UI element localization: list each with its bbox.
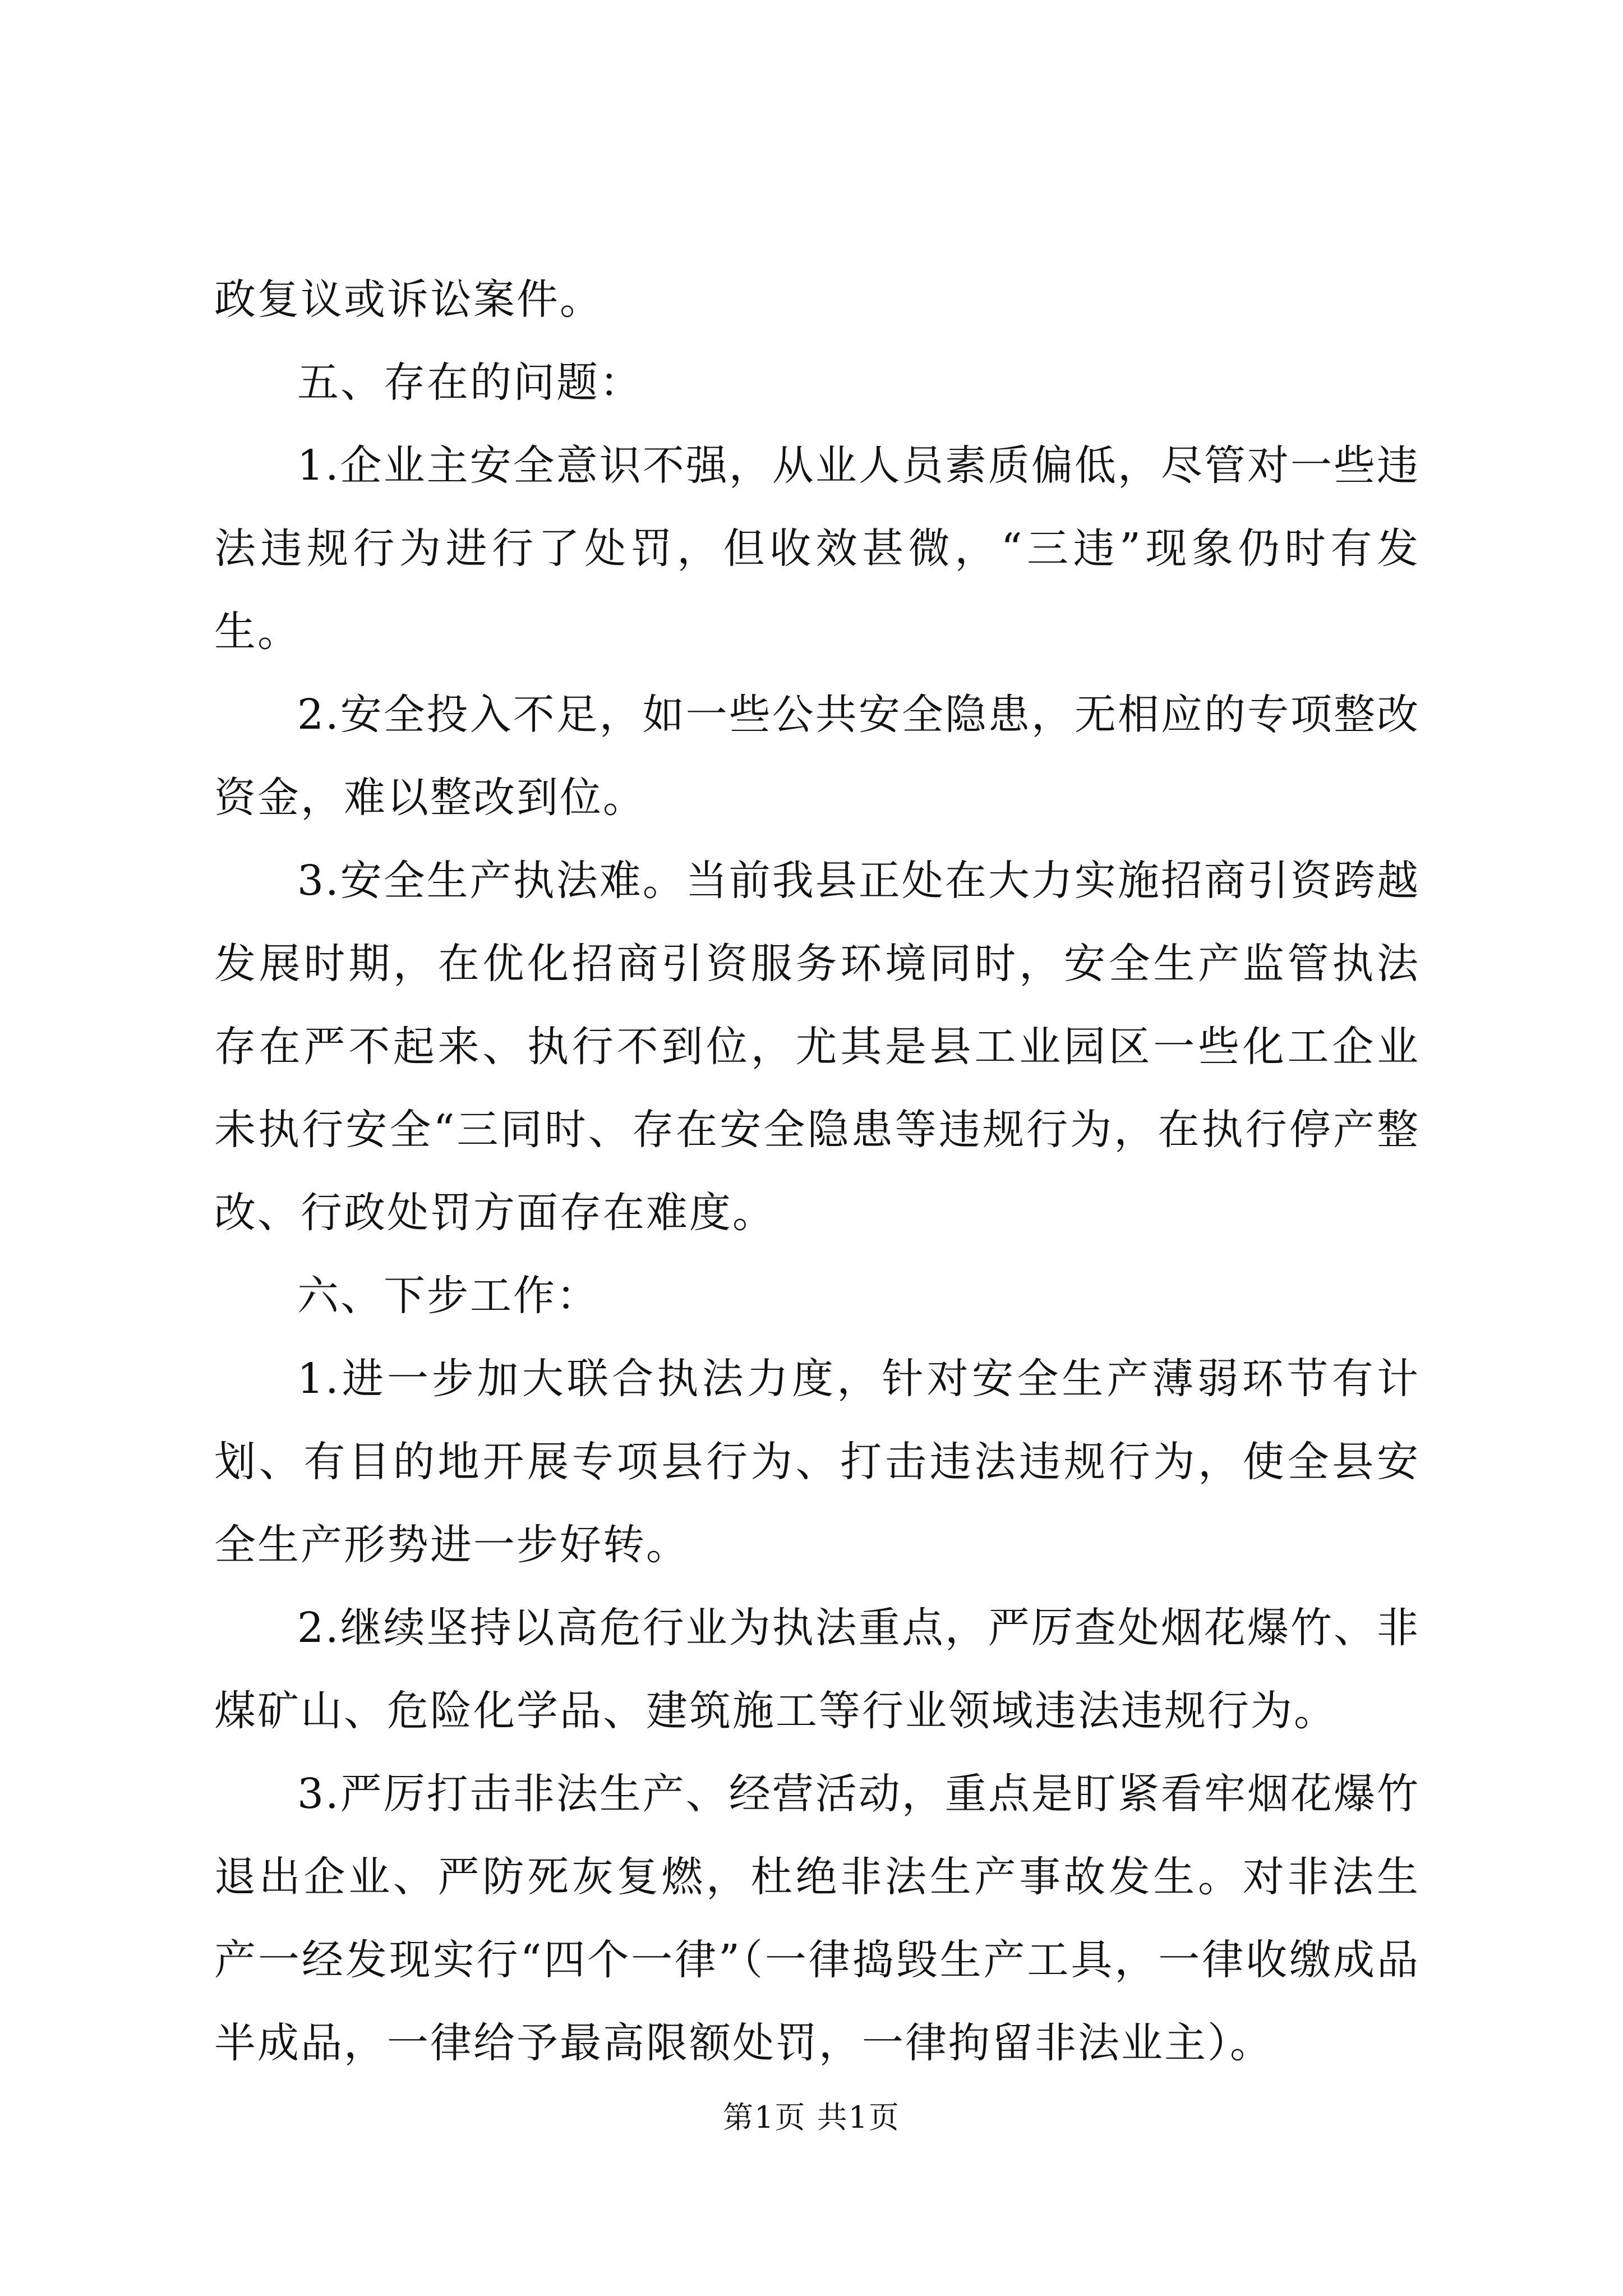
section-heading-next-steps: 六、下步工作： xyxy=(297,1272,600,1320)
next-step-item-3: 3.严厉打击非法生产、经营活动，重点是盯紧看牢烟花爆竹退出企业、严防死灰复燃，杜绝非法生产事故发生。对非法生产一经发现实行“四个一律”（一律捣毁生产工具，一律收缴成品半成品，一律给予最高限额处罚，一律拘留非法业主）。 xyxy=(214,1770,1420,2067)
page-footer: 第1页 共1页 xyxy=(723,2100,900,2135)
section-heading-problems: 五、存在的问题： xyxy=(297,358,643,407)
problem-item-1: 1.企业主安全意识不强，从业人员素质偏低，尽管对一些违法违规行为进行了处罚，但收效甚微，“三违”现象仍时有发生。 xyxy=(214,441,1420,656)
problem-item-3: 3.安全生产执法难。当前我县正处在大力实施招商引资跨越发展时期，在优化招商引资服务环境同时，安全生产监管执法存在严不起来、执行不到位，尤其是县工业园区一些化工企业未执行安全“三同时、存在安全隐患等违规行为，在执行停产整改、行政处罚方面存在难度。 xyxy=(214,857,1420,1237)
next-step-item-1: 1.进一步加大联合执法力度，针对安全生产薄弱环节有计划、有目的地开展专项县行为、打击违法违规行为，使全县安全生产形势进一步好转。 xyxy=(214,1355,1420,1569)
paragraph-continuation: 政复议或诉讼案件。 xyxy=(214,275,603,324)
next-step-item-2: 2.继续坚持以高危行业为执法重点，严厉查处烟花爆竹、非煤矿山、危险化学品、建筑施工等行业领域违法违规行为。 xyxy=(214,1604,1420,1735)
document-body xyxy=(214,258,1420,2085)
problem-item-2: 2.安全投入不足，如一些公共安全隐患，无相应的专项整改资金，难以整改到位。 xyxy=(214,691,1420,822)
